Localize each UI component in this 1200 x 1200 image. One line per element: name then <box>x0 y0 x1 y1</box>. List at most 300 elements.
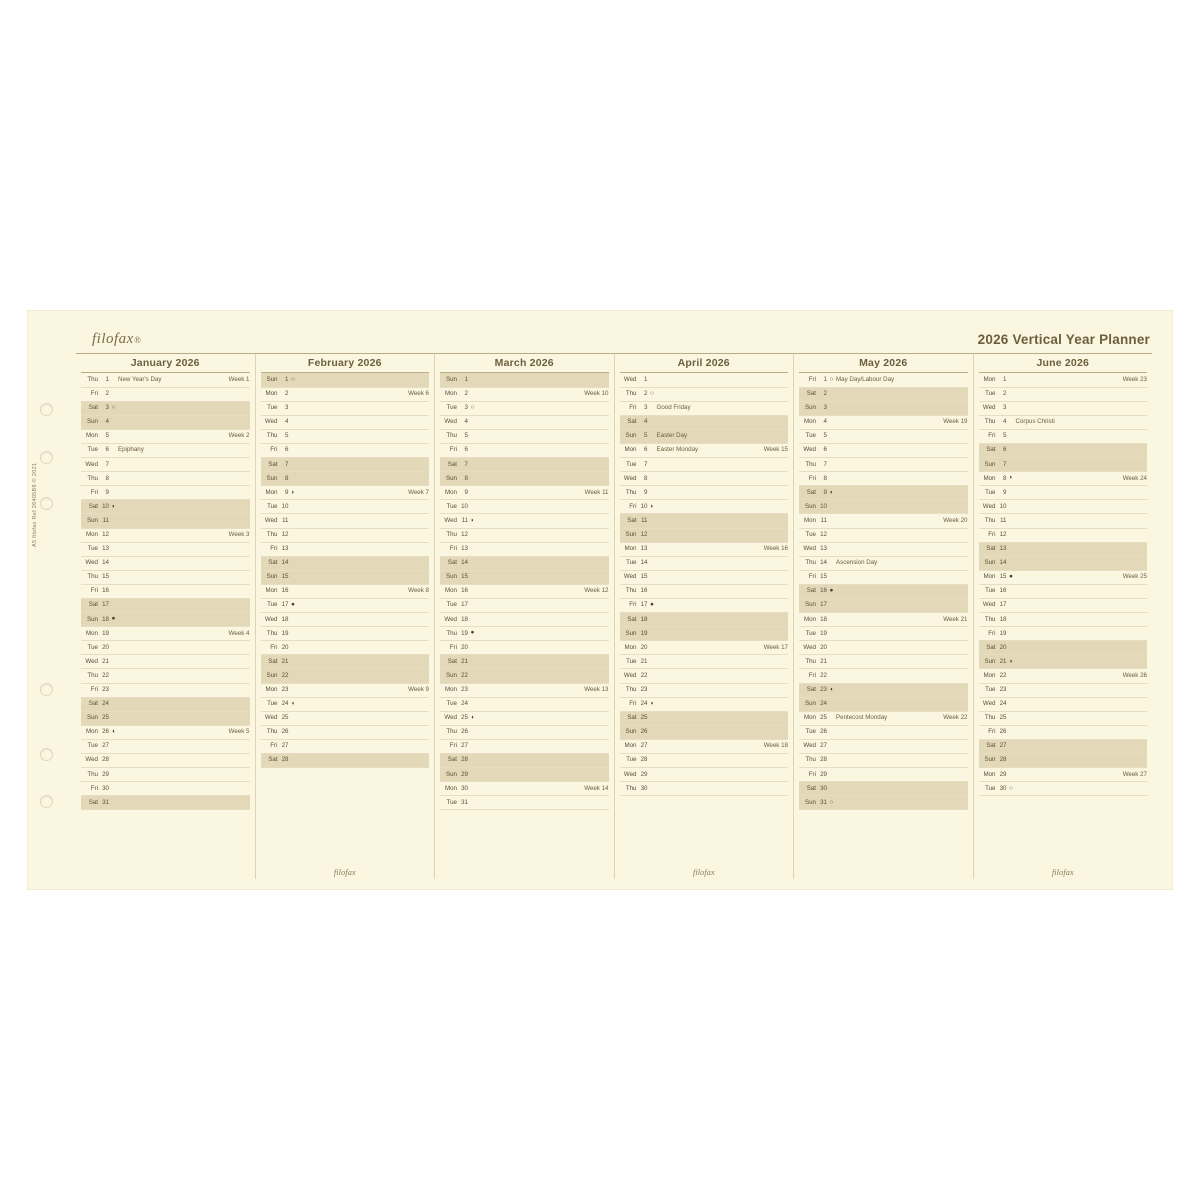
day-row[interactable] <box>620 584 789 598</box>
day-note[interactable] <box>836 500 930 514</box>
day-note[interactable] <box>477 697 571 711</box>
day-row[interactable] <box>620 754 789 768</box>
day-row[interactable] <box>799 429 968 443</box>
day-row[interactable] <box>261 739 430 753</box>
day-note[interactable] <box>836 528 930 542</box>
day-row[interactable] <box>81 514 250 528</box>
day-note[interactable] <box>1016 782 1110 796</box>
day-note[interactable] <box>836 796 930 810</box>
day-note[interactable] <box>477 500 571 514</box>
day-note[interactable] <box>836 613 930 627</box>
day-note[interactable] <box>1016 739 1110 753</box>
day-row[interactable] <box>620 458 789 472</box>
day-note[interactable] <box>1016 683 1110 697</box>
day-note[interactable] <box>657 556 751 570</box>
day-row[interactable] <box>620 739 789 753</box>
day-note[interactable] <box>836 669 930 683</box>
day-note[interactable] <box>836 739 930 753</box>
day-row[interactable] <box>979 711 1148 725</box>
day-note[interactable] <box>1016 472 1110 486</box>
day-row[interactable] <box>979 683 1148 697</box>
day-row[interactable] <box>620 401 789 415</box>
day-row[interactable] <box>81 683 250 697</box>
day-note[interactable] <box>118 725 212 739</box>
day-note[interactable] <box>1016 641 1110 655</box>
day-row[interactable] <box>261 613 430 627</box>
day-row[interactable] <box>81 725 250 739</box>
day-row[interactable] <box>440 739 609 753</box>
day-row[interactable] <box>620 655 789 669</box>
day-note[interactable] <box>836 415 930 429</box>
day-note[interactable] <box>298 542 392 556</box>
day-row[interactable] <box>440 387 609 401</box>
day-note[interactable] <box>118 711 212 725</box>
day-note[interactable] <box>298 486 392 500</box>
day-row[interactable] <box>440 768 609 782</box>
day-row[interactable] <box>799 458 968 472</box>
day-note[interactable] <box>118 556 212 570</box>
day-note[interactable] <box>477 584 571 598</box>
day-row[interactable] <box>261 711 430 725</box>
day-row[interactable] <box>81 655 250 669</box>
day-note[interactable] <box>657 570 751 584</box>
day-note[interactable] <box>118 613 212 627</box>
day-row[interactable] <box>620 683 789 697</box>
day-row[interactable] <box>799 655 968 669</box>
day-note[interactable] <box>118 472 212 486</box>
day-row[interactable] <box>799 599 968 613</box>
day-note[interactable] <box>657 711 751 725</box>
day-row[interactable] <box>799 472 968 486</box>
day-note[interactable] <box>477 415 571 429</box>
day-note[interactable] <box>477 458 571 472</box>
day-note[interactable] <box>477 443 571 457</box>
day-row[interactable] <box>979 655 1148 669</box>
day-row[interactable] <box>620 725 789 739</box>
day-note[interactable] <box>298 528 392 542</box>
day-note[interactable] <box>657 683 751 697</box>
day-note[interactable] <box>1016 429 1110 443</box>
day-row[interactable] <box>979 697 1148 711</box>
day-note[interactable] <box>298 584 392 598</box>
day-note[interactable] <box>836 782 930 796</box>
day-note[interactable] <box>1016 613 1110 627</box>
day-row[interactable] <box>799 556 968 570</box>
day-note[interactable] <box>657 415 751 429</box>
day-row[interactable] <box>261 500 430 514</box>
day-row[interactable] <box>440 500 609 514</box>
day-note[interactable] <box>477 782 571 796</box>
day-row[interactable] <box>799 401 968 415</box>
day-row[interactable] <box>620 514 789 528</box>
day-note[interactable]: Easter Day <box>657 429 751 443</box>
day-note[interactable] <box>1016 584 1110 598</box>
day-note[interactable] <box>836 401 930 415</box>
day-row[interactable] <box>799 711 968 725</box>
day-note[interactable] <box>118 528 212 542</box>
day-note[interactable] <box>657 754 751 768</box>
day-note[interactable] <box>298 401 392 415</box>
day-row[interactable] <box>81 754 250 768</box>
day-note[interactable] <box>1016 486 1110 500</box>
day-row[interactable] <box>261 599 430 613</box>
day-note[interactable] <box>836 486 930 500</box>
day-row[interactable] <box>440 655 609 669</box>
day-row[interactable] <box>979 373 1148 387</box>
day-row[interactable] <box>979 429 1148 443</box>
day-row[interactable] <box>799 796 968 810</box>
day-row[interactable] <box>440 725 609 739</box>
day-row[interactable] <box>261 443 430 457</box>
day-row[interactable] <box>440 754 609 768</box>
day-row[interactable] <box>620 669 789 683</box>
day-row[interactable] <box>81 711 250 725</box>
day-row[interactable] <box>620 472 789 486</box>
day-row[interactable] <box>799 443 968 457</box>
day-note[interactable] <box>1016 514 1110 528</box>
day-note[interactable] <box>477 528 571 542</box>
day-row[interactable] <box>620 542 789 556</box>
day-row[interactable] <box>440 401 609 415</box>
day-row[interactable] <box>440 570 609 584</box>
day-note[interactable]: Epiphany <box>118 443 212 457</box>
day-row[interactable] <box>799 683 968 697</box>
day-note[interactable] <box>118 500 212 514</box>
day-note[interactable] <box>657 739 751 753</box>
day-row[interactable] <box>620 528 789 542</box>
day-note[interactable] <box>836 542 930 556</box>
day-note[interactable] <box>1016 697 1110 711</box>
day-note[interactable] <box>477 627 571 641</box>
day-note[interactable] <box>477 655 571 669</box>
day-note[interactable] <box>1016 556 1110 570</box>
day-row[interactable] <box>979 584 1148 598</box>
day-note[interactable] <box>118 782 212 796</box>
day-row[interactable] <box>81 528 250 542</box>
day-note[interactable] <box>298 443 392 457</box>
day-row[interactable] <box>261 556 430 570</box>
day-row[interactable] <box>979 514 1148 528</box>
day-row[interactable] <box>620 711 789 725</box>
day-row[interactable] <box>440 443 609 457</box>
day-note[interactable] <box>836 683 930 697</box>
day-row[interactable] <box>979 739 1148 753</box>
day-note[interactable] <box>477 641 571 655</box>
day-note[interactable] <box>1016 401 1110 415</box>
day-note[interactable] <box>118 641 212 655</box>
day-note[interactable] <box>298 683 392 697</box>
day-note[interactable] <box>657 528 751 542</box>
day-note[interactable] <box>298 458 392 472</box>
day-row[interactable] <box>799 528 968 542</box>
day-note[interactable] <box>477 556 571 570</box>
day-row[interactable] <box>620 373 789 387</box>
day-note[interactable] <box>836 599 930 613</box>
day-note[interactable] <box>477 768 571 782</box>
day-row[interactable] <box>979 415 1148 429</box>
day-row[interactable] <box>979 486 1148 500</box>
day-row[interactable] <box>440 458 609 472</box>
day-note[interactable] <box>1016 711 1110 725</box>
day-row[interactable] <box>979 458 1148 472</box>
day-note[interactable] <box>836 641 930 655</box>
day-note[interactable]: Easter Monday <box>657 443 751 457</box>
day-row[interactable] <box>81 443 250 457</box>
day-row[interactable] <box>799 627 968 641</box>
day-row[interactable] <box>261 528 430 542</box>
day-note[interactable] <box>836 387 930 401</box>
day-row[interactable] <box>261 697 430 711</box>
day-note[interactable] <box>836 514 930 528</box>
day-note[interactable] <box>1016 725 1110 739</box>
day-row[interactable] <box>799 613 968 627</box>
day-row[interactable] <box>81 486 250 500</box>
day-row[interactable] <box>979 570 1148 584</box>
day-note[interactable] <box>657 613 751 627</box>
day-note[interactable] <box>298 711 392 725</box>
day-row[interactable] <box>799 782 968 796</box>
day-note[interactable] <box>657 725 751 739</box>
day-row[interactable] <box>979 472 1148 486</box>
day-note[interactable] <box>298 472 392 486</box>
day-note[interactable] <box>1016 669 1110 683</box>
day-note[interactable] <box>657 458 751 472</box>
day-note[interactable] <box>657 641 751 655</box>
day-row[interactable] <box>979 754 1148 768</box>
day-note[interactable] <box>477 542 571 556</box>
day-row[interactable] <box>261 458 430 472</box>
day-note[interactable] <box>657 584 751 598</box>
day-note[interactable] <box>118 796 212 810</box>
day-row[interactable] <box>799 500 968 514</box>
day-row[interactable] <box>979 599 1148 613</box>
day-note[interactable]: New Year's Day <box>118 373 212 387</box>
day-row[interactable] <box>81 401 250 415</box>
day-note[interactable] <box>298 655 392 669</box>
day-note[interactable] <box>118 458 212 472</box>
day-note[interactable] <box>298 373 392 387</box>
day-note[interactable] <box>1016 373 1110 387</box>
day-row[interactable] <box>620 697 789 711</box>
day-row[interactable] <box>440 796 609 810</box>
day-row[interactable] <box>81 627 250 641</box>
day-note[interactable] <box>836 754 930 768</box>
day-row[interactable] <box>261 429 430 443</box>
day-note[interactable] <box>657 387 751 401</box>
day-row[interactable] <box>440 627 609 641</box>
day-note[interactable] <box>1016 443 1110 457</box>
day-row[interactable] <box>620 486 789 500</box>
day-note[interactable] <box>477 796 571 810</box>
day-row[interactable] <box>620 415 789 429</box>
day-row[interactable] <box>81 768 250 782</box>
day-note[interactable]: Corpus Christi <box>1016 415 1110 429</box>
day-row[interactable] <box>261 725 430 739</box>
day-note[interactable] <box>657 599 751 613</box>
day-note[interactable] <box>836 697 930 711</box>
day-row[interactable] <box>799 387 968 401</box>
day-note[interactable] <box>298 725 392 739</box>
day-row[interactable] <box>440 711 609 725</box>
day-row[interactable] <box>979 528 1148 542</box>
day-note[interactable] <box>298 669 392 683</box>
day-note[interactable] <box>657 373 751 387</box>
day-row[interactable] <box>81 429 250 443</box>
day-row[interactable] <box>81 739 250 753</box>
day-row[interactable] <box>799 542 968 556</box>
day-row[interactable] <box>81 472 250 486</box>
day-row[interactable] <box>261 641 430 655</box>
day-note[interactable] <box>836 570 930 584</box>
day-note[interactable] <box>477 570 571 584</box>
day-row[interactable] <box>261 387 430 401</box>
day-row[interactable] <box>261 514 430 528</box>
day-row[interactable] <box>440 528 609 542</box>
day-note[interactable] <box>477 725 571 739</box>
day-note[interactable] <box>477 373 571 387</box>
day-row[interactable] <box>81 613 250 627</box>
day-note[interactable] <box>298 387 392 401</box>
day-note[interactable] <box>1016 387 1110 401</box>
day-row[interactable] <box>81 556 250 570</box>
day-row[interactable] <box>440 683 609 697</box>
day-note[interactable] <box>836 627 930 641</box>
day-note[interactable] <box>477 472 571 486</box>
day-note[interactable] <box>1016 528 1110 542</box>
day-note[interactable] <box>836 472 930 486</box>
day-note[interactable] <box>118 486 212 500</box>
day-row[interactable] <box>979 542 1148 556</box>
day-row[interactable] <box>261 542 430 556</box>
day-row[interactable] <box>979 443 1148 457</box>
day-note[interactable] <box>1016 500 1110 514</box>
day-row[interactable] <box>261 627 430 641</box>
day-note[interactable] <box>298 570 392 584</box>
day-row[interactable] <box>620 387 789 401</box>
day-row[interactable] <box>799 754 968 768</box>
day-note[interactable] <box>118 429 212 443</box>
day-row[interactable] <box>261 401 430 415</box>
day-note[interactable] <box>298 429 392 443</box>
day-row[interactable] <box>979 641 1148 655</box>
day-note[interactable] <box>298 415 392 429</box>
day-row[interactable] <box>620 556 789 570</box>
day-note[interactable] <box>836 768 930 782</box>
day-note[interactable] <box>118 754 212 768</box>
day-note[interactable] <box>477 401 571 415</box>
day-note[interactable] <box>657 655 751 669</box>
day-row[interactable] <box>81 599 250 613</box>
day-row[interactable] <box>440 542 609 556</box>
day-note[interactable]: Good Friday <box>657 401 751 415</box>
day-note[interactable] <box>298 500 392 514</box>
day-note[interactable] <box>836 655 930 669</box>
day-row[interactable] <box>81 373 250 387</box>
day-note[interactable] <box>836 584 930 598</box>
day-note[interactable] <box>298 739 392 753</box>
day-row[interactable] <box>979 725 1148 739</box>
day-note[interactable] <box>118 655 212 669</box>
day-row[interactable] <box>799 486 968 500</box>
day-row[interactable] <box>261 655 430 669</box>
day-note[interactable] <box>118 514 212 528</box>
day-row[interactable] <box>81 458 250 472</box>
day-row[interactable] <box>81 782 250 796</box>
day-note[interactable] <box>298 641 392 655</box>
day-note[interactable] <box>477 711 571 725</box>
day-note[interactable] <box>477 613 571 627</box>
day-row[interactable] <box>81 415 250 429</box>
day-row[interactable] <box>799 669 968 683</box>
day-note[interactable] <box>657 627 751 641</box>
day-row[interactable] <box>440 486 609 500</box>
day-note[interactable] <box>477 387 571 401</box>
day-note[interactable] <box>118 683 212 697</box>
day-note[interactable] <box>657 542 751 556</box>
day-row[interactable] <box>799 373 968 387</box>
day-note[interactable] <box>657 697 751 711</box>
day-row[interactable] <box>261 472 430 486</box>
day-note[interactable] <box>118 584 212 598</box>
day-note[interactable] <box>836 429 930 443</box>
day-note[interactable] <box>1016 754 1110 768</box>
day-row[interactable] <box>979 500 1148 514</box>
day-note[interactable] <box>1016 627 1110 641</box>
day-note[interactable] <box>118 415 212 429</box>
day-note[interactable] <box>477 514 571 528</box>
day-row[interactable] <box>799 641 968 655</box>
day-row[interactable] <box>81 796 250 810</box>
day-note[interactable] <box>1016 542 1110 556</box>
day-note[interactable] <box>1016 599 1110 613</box>
day-row[interactable] <box>261 486 430 500</box>
day-row[interactable] <box>440 669 609 683</box>
day-row[interactable] <box>440 641 609 655</box>
day-row[interactable] <box>799 768 968 782</box>
day-note[interactable] <box>657 500 751 514</box>
day-note[interactable] <box>118 542 212 556</box>
day-row[interactable] <box>440 584 609 598</box>
day-row[interactable] <box>979 669 1148 683</box>
day-row[interactable] <box>81 584 250 598</box>
day-row[interactable] <box>440 599 609 613</box>
day-row[interactable] <box>81 669 250 683</box>
day-row[interactable] <box>261 754 430 768</box>
day-note[interactable] <box>657 514 751 528</box>
day-note[interactable] <box>477 754 571 768</box>
day-row[interactable] <box>979 768 1148 782</box>
day-note[interactable] <box>836 725 930 739</box>
day-note[interactable] <box>477 599 571 613</box>
day-note[interactable] <box>1016 458 1110 472</box>
day-row[interactable] <box>799 739 968 753</box>
day-note[interactable] <box>298 599 392 613</box>
day-note[interactable] <box>298 613 392 627</box>
day-row[interactable] <box>979 627 1148 641</box>
day-row[interactable] <box>620 429 789 443</box>
day-row[interactable] <box>81 641 250 655</box>
day-note[interactable] <box>836 443 930 457</box>
day-note[interactable] <box>298 514 392 528</box>
day-row[interactable] <box>979 556 1148 570</box>
day-row[interactable] <box>620 782 789 796</box>
day-note[interactable] <box>118 570 212 584</box>
day-row[interactable] <box>440 415 609 429</box>
day-note[interactable] <box>118 697 212 711</box>
day-note[interactable] <box>477 486 571 500</box>
day-row[interactable] <box>620 570 789 584</box>
day-note[interactable] <box>1016 768 1110 782</box>
